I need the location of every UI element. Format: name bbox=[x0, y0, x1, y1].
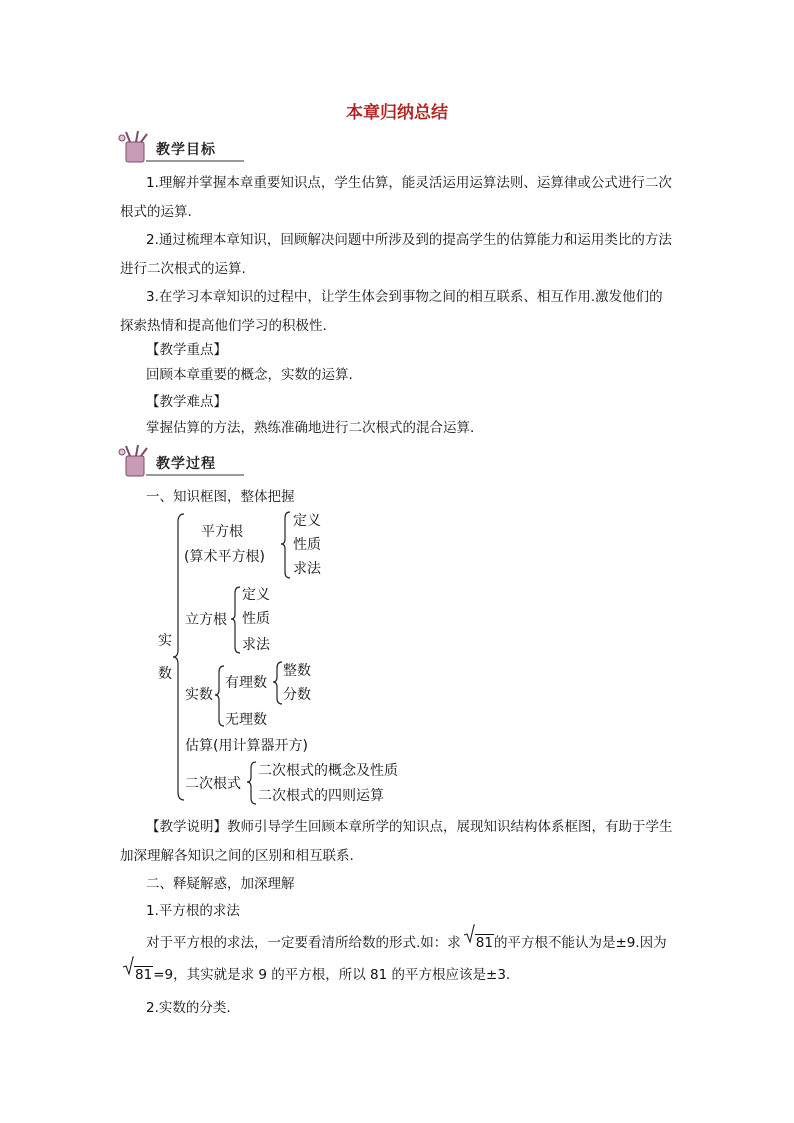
section-header-objectives bbox=[116, 130, 248, 166]
sqrt-child-1: 定义 bbox=[293, 513, 321, 529]
sqrt-child-3: 求法 bbox=[293, 561, 321, 577]
difficult-points-text: 掌握估算的方法，熟练准确地进行二次根式的混合运算. bbox=[146, 420, 475, 436]
cube-root-child-1: 定义 bbox=[242, 587, 270, 603]
sqrt-brace bbox=[280, 510, 292, 580]
rational-child-2: 分数 bbox=[283, 687, 311, 703]
sqrt-child-2: 性质 bbox=[293, 537, 321, 553]
objective-1: 1.理解并掌握本章重要知识点，学生估算，能灵活运用运算法则、运算律或公式进行二次根式的运算. bbox=[120, 175, 672, 220]
key-points-text: 回顾本章重要的概念，实数的运算. bbox=[146, 367, 353, 383]
item2-heading: 2.实数的分类. bbox=[146, 1000, 231, 1016]
cube-root-child-2: 性质 bbox=[242, 611, 270, 627]
sqrt-expression: 81 bbox=[123, 959, 153, 991]
key-points-heading: 【教学重点】 bbox=[146, 342, 227, 358]
radical-label: 二次根式 bbox=[185, 776, 241, 792]
section-label: 教学目标 bbox=[156, 142, 216, 158]
radical-child-1: 二次根式的概念及性质 bbox=[258, 763, 398, 779]
tree-root-1: 实 bbox=[158, 633, 172, 649]
radical-sign-icon bbox=[123, 956, 134, 976]
radical-brace bbox=[246, 760, 258, 806]
objective-3: 3.在学习本章知识的过程中，让学生体会到事物之间的相互联系、相互作用.激发他们的探索热情和提高他们学习的积极性. bbox=[120, 289, 663, 334]
teaching-note: 【教学说明】教师引导学生回顾本章所学的知识点，展现知识结构体系框图，有助于学生加深理解各知识之间的区别和相互联系. bbox=[120, 819, 673, 864]
part2-heading: 二、释疑解惑，加深理解 bbox=[146, 876, 295, 892]
sqrt-expression: 81 bbox=[464, 927, 494, 959]
irrational-label: 无理数 bbox=[225, 712, 267, 728]
difficult-points-heading: 【教学难点】 bbox=[146, 394, 227, 410]
section-header-process bbox=[116, 444, 248, 480]
part1-heading: 一、知识框图，整体把握 bbox=[146, 489, 295, 505]
section-label: 教学过程 bbox=[156, 456, 216, 472]
item1-text: 对于平方根的求法，一定要看清所给数的形式.如：求 81的平方根不能认为是±9.因为 81=9，其实就是求 9 的平方根，所以 81 的平方根应该是±3. bbox=[120, 927, 675, 991]
cube-root-brace bbox=[230, 585, 242, 655]
estimate-label: 估算(用计算器开方) bbox=[185, 738, 308, 754]
objective-2: 2.通过梳理本章知识，回顾解决问题中所涉及到的提高学生的估算能力和运用类比的方法进行二次根式的运算. bbox=[120, 232, 672, 277]
sqrt-label: 平方根 bbox=[201, 524, 243, 540]
real-label: 实数 bbox=[185, 687, 213, 703]
page-title: 本章归纳总结 bbox=[346, 103, 448, 123]
cube-root-child-3: 求法 bbox=[242, 637, 270, 653]
item1-heading: 1.平方根的求法 bbox=[146, 903, 240, 919]
rational-label: 有理数 bbox=[225, 675, 267, 691]
sqrt-label-sub: (算术平方根) bbox=[184, 549, 265, 565]
radical-sign-icon bbox=[464, 924, 475, 944]
cube-root-label: 立方根 bbox=[185, 612, 227, 628]
tree-root-2: 数 bbox=[158, 666, 172, 682]
radical-child-2: 二次根式的四则运算 bbox=[258, 788, 384, 804]
rational-child-1: 整数 bbox=[283, 663, 311, 679]
